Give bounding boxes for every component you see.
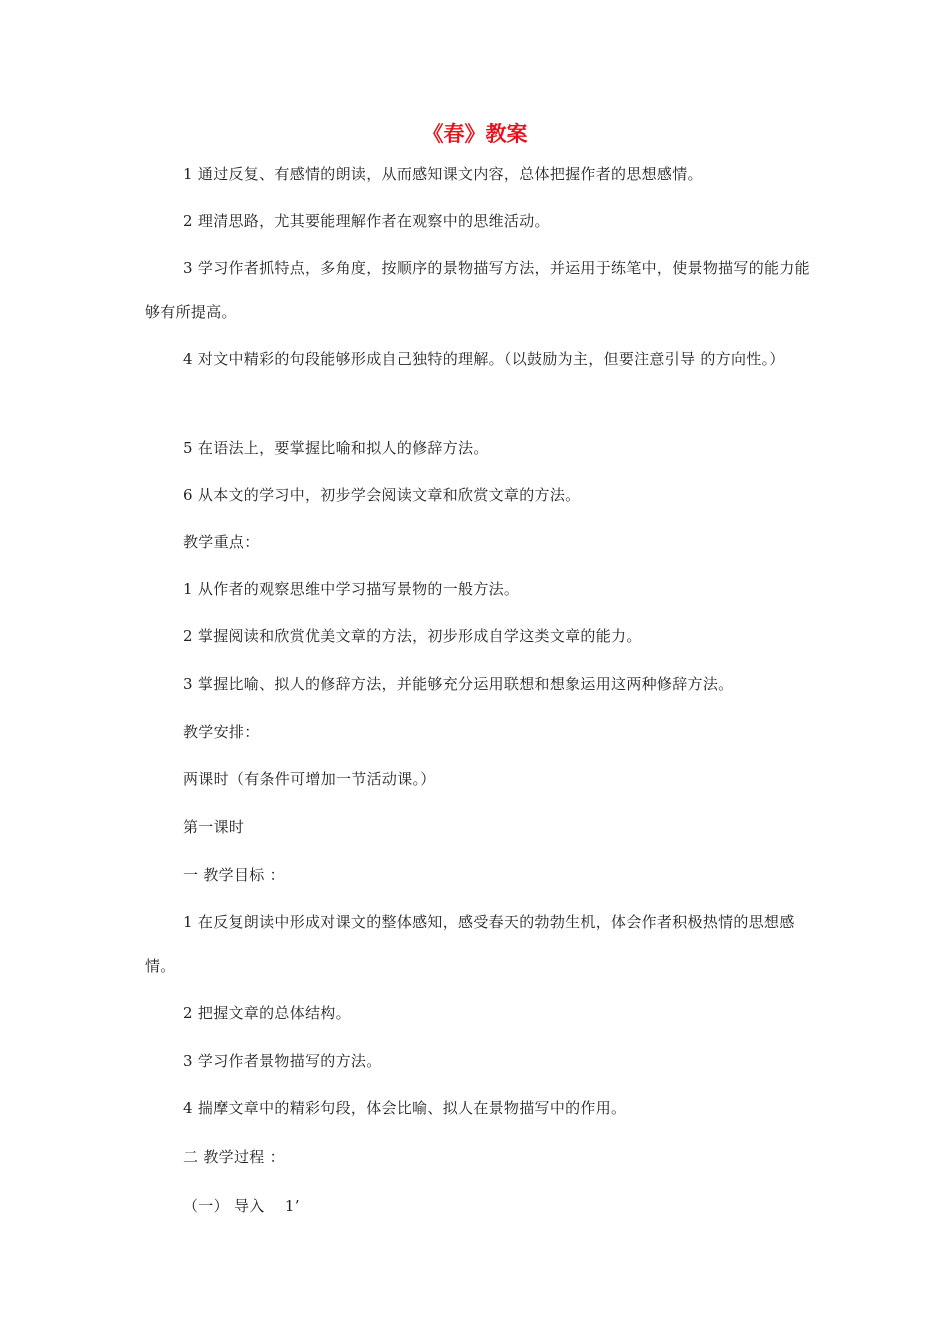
section-heading: 第一课时 (183, 818, 245, 836)
paragraph: 3 学习作者抓特点，多角度，按顺序的景物描写方法，并运用于练笔中，使景物描写的能力能够有所提高。 (145, 259, 810, 321)
paragraph: 2 把握文章的总体结构。 (183, 1004, 351, 1022)
paragraph: 6 从本文的学习中，初步学会阅读文章和欣赏文章的方法。 (183, 486, 581, 504)
paragraph: 1 在反复朗读中形成对课文的整体感知，感受春天的勃勃生机，体会作者积极热情的思想感情。 (145, 913, 795, 975)
section-heading: 教学安排： (183, 723, 260, 741)
paragraph: 4 揣摩文章中的精彩句段，体会比喻、拟人在景物描写中的作用。 (183, 1099, 627, 1117)
paragraph: 1 通过反复、有感情的朗读，从而感知课文内容，总体把握作者的思想感情。 (183, 165, 703, 183)
paragraph: 3 掌握比喻、拟人的修辞方法，并能够充分运用联想和想象运用这两种修辞方法。 (183, 675, 734, 693)
paragraph: 两课时（有条件可增加一节活动课。） (183, 770, 436, 788)
section-heading: （一） 导入 1’ (183, 1197, 300, 1215)
paragraph: 3 学习作者景物描写的方法。 (183, 1052, 382, 1070)
document-title: 《春》教案 (422, 122, 528, 146)
section-heading: 教学重点： (183, 533, 260, 551)
paragraph: 2 掌握阅读和欣赏优美文章的方法，初步形成自学这类文章的能力。 (183, 627, 642, 645)
section-heading: 一 教学目标 ： (183, 866, 285, 884)
paragraph: 1 从作者的观察思维中学习描写景物的一般方法。 (183, 580, 520, 598)
paragraph: 5 在语法上，要掌握比喻和拟人的修辞方法。 (183, 439, 489, 457)
section-heading: 二 教学过程 ： (183, 1148, 285, 1166)
paragraph: 2 理清思路，尤其要能理解作者在观察中的思维活动。 (183, 212, 550, 230)
paragraph: 4 对文中精彩的句段能够形成自己独特的理解。（以鼓励为主，但要注意引导 的方向性。） (183, 350, 785, 368)
